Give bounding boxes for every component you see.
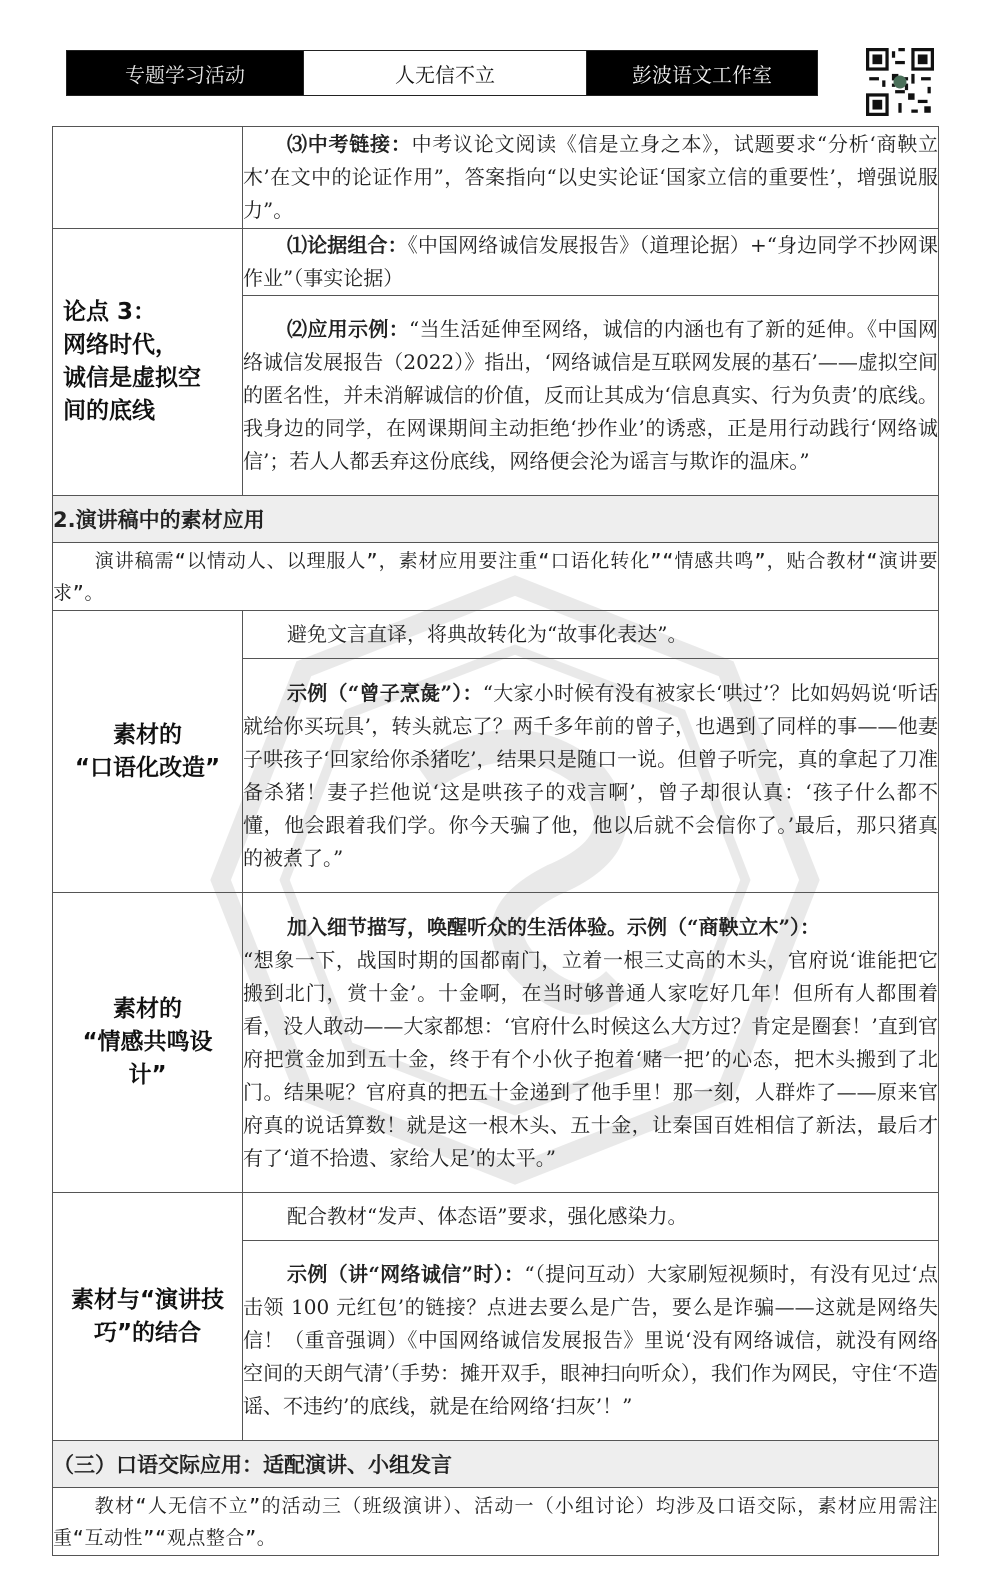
exam-link-cell xyxy=(243,127,939,229)
exam-link-number: ⑶ xyxy=(287,132,308,156)
table-row xyxy=(53,229,939,296)
section-2-heading: 2.演讲稿中的素材应用 xyxy=(53,496,939,543)
application-example-heading: 应用示例： xyxy=(307,317,410,341)
point3-label-cell xyxy=(53,229,243,496)
exam-link-heading: 中考链接： xyxy=(307,132,412,156)
content-table-wrapper xyxy=(52,126,939,1564)
point3-label-line2: 网络时代， xyxy=(63,332,178,358)
header-topic-title: 人无信不立 xyxy=(303,51,587,95)
evidence-combo-heading: 论据组合： xyxy=(307,233,408,257)
application-example-cell xyxy=(243,296,939,496)
table-row xyxy=(53,893,939,1193)
application-example-number: ⑵ xyxy=(287,317,308,341)
point3-label-line1: 论点 3： xyxy=(63,299,157,325)
empty-label-cell xyxy=(53,127,243,229)
content-table xyxy=(52,126,939,1556)
point3-label-line3: 诚信是虚拟空 xyxy=(63,365,201,391)
exam-link-text: 中考议论文阅读《信是立身之本》，试题要求“分析‘商鞅立木’在文中的论证作用”，答案指向“以史实论证‘国家立信的重要性’，增强说服力”。 xyxy=(243,132,939,222)
skill-label-line1: 素材与“演讲技 xyxy=(70,1286,225,1313)
table-row xyxy=(53,1488,939,1556)
skill-example-heading: 示例（讲“网络诚信”时）： xyxy=(287,1262,525,1286)
skill-example-text: “（提问互动）大家刷短视频时，有没有见过‘点击领 100 元红包’的链接？点进去要么是广告，要么是诈骗——这就是网络失信！（重音强调）《中国网络诚信发展报告》里说‘没有网络诚信，就没有网络空间的天朗气清’（手势：摊开双手，眼神扫向听众），我们作为网民，守住‘不造谣、不违约’的底线，就是在给网络‘扫灰’！” xyxy=(243,1262,938,1418)
skill-label-cell xyxy=(53,1193,243,1441)
emotion-content-cell xyxy=(243,893,939,1193)
table-row xyxy=(53,611,939,659)
header-studio-name: 彭波语文工作室 xyxy=(587,51,817,95)
evidence-combo-cell xyxy=(243,229,939,296)
skill-example-cell xyxy=(243,1241,939,1441)
qr-code-icon xyxy=(866,48,934,116)
oral-example-cell xyxy=(243,659,939,893)
section-2-intro: 演讲稿需“以情动人、以理服人”，素材应用要注重“口语化转化”“情感共鸣”，贴合教材“演讲要求”。 xyxy=(53,543,939,611)
table-row xyxy=(53,127,939,229)
oral-tip-cell: 避免文言直译，将典故转化为“故事化表达”。 xyxy=(243,611,939,659)
point3-label-line4: 间的底线 xyxy=(63,398,155,424)
emotion-label-cell xyxy=(53,893,243,1193)
table-row xyxy=(53,496,939,543)
evidence-combo-number: ⑴ xyxy=(287,233,308,257)
section-3-heading-rest: ：适配演讲、小组发言 xyxy=(242,1453,452,1477)
section-3-intro: 教材“人无信不立”的活动三（班级演讲）、活动一（小组讨论）均涉及口语交际，素材应用需注重“互动性”“观点整合”。 xyxy=(53,1488,939,1556)
skill-tip-cell: 配合教材“发声、体态语”要求，强化感染力。 xyxy=(243,1193,939,1241)
emotion-label-line2: “情感共鸣设 xyxy=(82,1029,213,1055)
table-row xyxy=(53,543,939,611)
oral-example-text: “大家小时候有没有被家长‘哄过’？比如妈妈说‘听话就给你买玩具’，转头就忘了？两千多年前的曾子，也遇到了同样的事——他妻子哄孩子‘回家给你杀猪吃’，结果只是随口一说。但曾子听完，真的拿起了刀准备杀猪！妻子拦他说‘这是哄孩子的戏言啊’，曾子却很认真：‘孩子什么都不懂，他会跟着我们学。你今天骗了他，他以后就不会信你了。’最后，那只猪真的被煮了。” xyxy=(243,680,939,870)
table-row xyxy=(53,1193,939,1241)
emotion-heading: 加入细节描写，唤醒听众的生活体验。示例（“商鞅立木”）： xyxy=(287,914,821,939)
oral-label-line2: “口语化改造” xyxy=(74,754,221,781)
evidence-combo-text: 《中国网络诚信发展报告》（道理论据）+“身边同学不抄网课作业”（事实论据） xyxy=(243,233,939,290)
header-bar xyxy=(66,50,818,96)
header-series-label: 专题学习活动 xyxy=(67,51,303,95)
emotion-text: “想象一下，战国时期的国都南门，立着一根三丈高的木头，官府说‘谁能把它搬到北门，赏十金’。十金啊，在当时够普通人家吃好几年！但所有人都围着看，没人敢动——大家都想：‘官府什么时候这么大方过？肯定是圈套！’直到官府把赏金加到五十金，终于有个小伙子抱着‘赌一把’的心态，把木头搬到了北门。结果呢？官府真的把五十金递到了他手里！那一刻，人群炸了——原来官府真的说话算数！就是这一根木头、五十金，让秦国百姓相信了新法，最后才有了‘道不拾遗、家给人足’的太平。” xyxy=(243,947,938,1170)
oral-label-line1: 素材的 xyxy=(113,721,182,748)
application-example-text: “当生活延伸至网络，诚信的内涵也有了新的延伸。《中国网络诚信发展报告（2022）》指出，‘网络诚信是互联网发展的基石’——虚拟空间的匿名性，并未消解诚信的价值，反而让其成为‘信息真实、行为负责’的底线。我身边的同学，在网课期间主动拒绝‘抄作业’的诱惑，正是用行动践行‘网络诚信’；若人人都丢弃这份底线，网络便会沦为谣言与欺诈的温床。” xyxy=(243,317,939,473)
table-row xyxy=(53,1441,939,1488)
oral-example-heading: 示例（“曾子烹彘”）： xyxy=(287,680,483,705)
oral-label-cell xyxy=(53,611,243,893)
section-3-heading-main: （三）口语交际应用 xyxy=(53,1453,242,1477)
section-3-heading xyxy=(53,1441,939,1488)
emotion-label-line1: 素材的 xyxy=(113,996,182,1022)
emotion-label-line3: 计” xyxy=(128,1062,167,1088)
skill-label-line2: 巧”的结合 xyxy=(93,1319,202,1346)
